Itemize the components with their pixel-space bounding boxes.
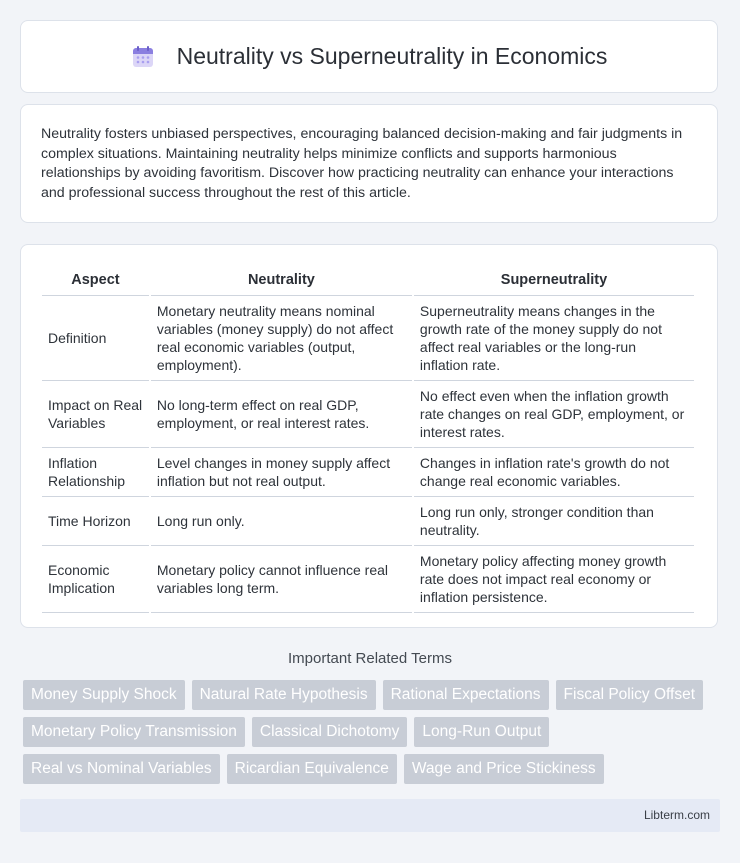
related-term-tag[interactable]: Fiscal Policy Offset bbox=[556, 680, 704, 710]
calendar-grid-icon bbox=[131, 45, 155, 69]
row-neutrality: Monetary policy cannot influence real variables long term. bbox=[151, 546, 412, 613]
row-aspect: Definition bbox=[42, 296, 149, 381]
related-term-tag[interactable]: Classical Dichotomy bbox=[252, 717, 408, 747]
column-header-superneutrality: Superneutrality bbox=[414, 265, 694, 296]
intro-text: Neutrality fosters unbiased perspectives, encouraging balanced decision-making and fair judgments in complex situations. Maintaining neutrality helps minimize conflicts and supports harmonious relationships by avoiding favoritism. Discover how practicing neutrality can enhance your interactions and professional success throughout the rest of this article. bbox=[41, 126, 683, 201]
related-term-tag[interactable]: Money Supply Shock bbox=[23, 680, 185, 710]
table-row bbox=[42, 381, 694, 448]
column-header-neutrality: Neutrality bbox=[151, 265, 412, 296]
related-term-tag[interactable]: Natural Rate Hypothesis bbox=[192, 680, 376, 710]
footer-brand-link[interactable]: Libterm.com bbox=[643, 808, 710, 822]
row-superneutrality: Monetary policy affecting money growth rate does not impact real economy or inflation persistence. bbox=[414, 546, 694, 613]
row-aspect: Time Horizon bbox=[42, 497, 149, 546]
row-neutrality: No long-term effect on real GDP, employment, or real interest rates. bbox=[151, 381, 412, 448]
related-terms-title: Important Related Terms bbox=[288, 650, 452, 667]
footer bbox=[20, 799, 720, 832]
row-superneutrality: Changes in inflation rate's growth do not change real economic variables. bbox=[414, 448, 694, 497]
row-aspect: Impact on Real Variables bbox=[42, 381, 149, 448]
related-term-tag[interactable]: Wage and Price Stickiness bbox=[404, 754, 604, 784]
row-neutrality: Level changes in money supply affect inflation but not real output. bbox=[151, 448, 412, 497]
row-aspect: Economic Implication bbox=[42, 546, 149, 613]
row-superneutrality: No effect even when the inflation growth rate changes on real GDP, employment, or interest rates. bbox=[414, 381, 694, 448]
page-title: Neutrality vs Superneutrality in Economics bbox=[176, 43, 608, 69]
related-terms-list bbox=[23, 680, 723, 784]
row-superneutrality: Long run only, stronger condition than neutrality. bbox=[414, 497, 694, 546]
intro-section bbox=[20, 104, 718, 223]
column-header-aspect: Aspect bbox=[42, 265, 149, 296]
related-term-tag[interactable]: Monetary Policy Transmission bbox=[23, 717, 245, 747]
comparison-table-card bbox=[20, 244, 718, 628]
row-neutrality: Monetary neutrality means nominal variables (money supply) do not affect real economic variables (output, employment). bbox=[151, 296, 412, 381]
related-term-tag[interactable]: Rational Expectations bbox=[383, 680, 549, 710]
related-term-tag[interactable]: Ricardian Equivalence bbox=[227, 754, 397, 784]
row-neutrality: Long run only. bbox=[151, 497, 412, 546]
related-term-tag[interactable]: Real vs Nominal Variables bbox=[23, 754, 220, 784]
table-row bbox=[42, 448, 694, 497]
table-row bbox=[42, 546, 694, 613]
table-header-row bbox=[42, 265, 694, 296]
table-row bbox=[42, 296, 694, 381]
row-superneutrality: Superneutrality means changes in the growth rate of the money supply do not affect real variables or the long-run inflation rate. bbox=[414, 296, 694, 381]
comparison-table bbox=[40, 265, 696, 613]
row-aspect: Inflation Relationship bbox=[42, 448, 149, 497]
page-header bbox=[20, 20, 718, 93]
table-row bbox=[42, 497, 694, 546]
related-term-tag[interactable]: Long-Run Output bbox=[414, 717, 549, 747]
